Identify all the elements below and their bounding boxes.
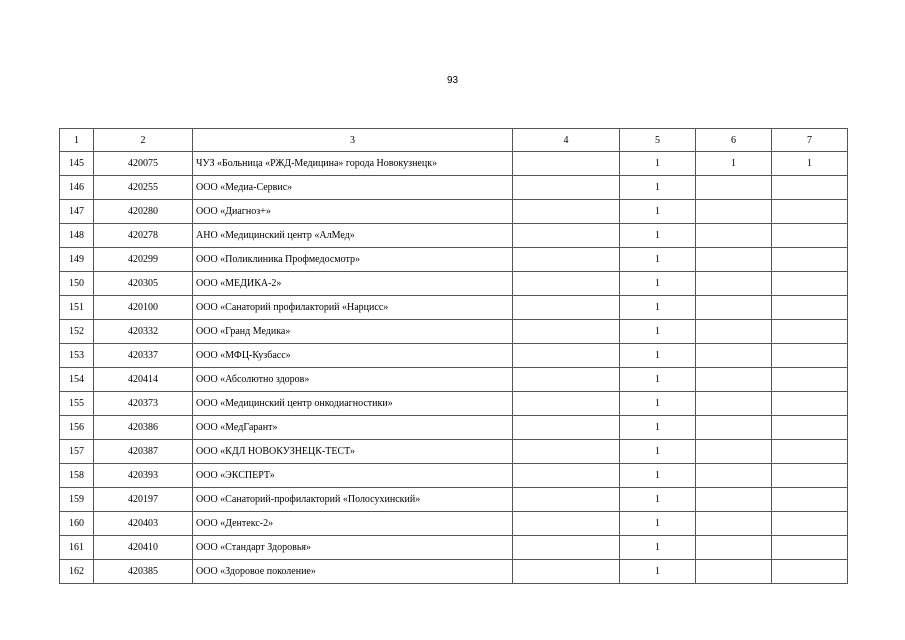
row-number-cell: 147 <box>60 200 94 224</box>
column-4-cell <box>513 512 620 536</box>
organization-name-cell: ООО «МЕДИКА-2» <box>193 272 513 296</box>
header-cell-4: 4 <box>513 129 620 152</box>
column-5-cell: 1 <box>620 344 696 368</box>
header-cell-2: 2 <box>94 129 193 152</box>
column-7-cell <box>772 224 848 248</box>
column-7-cell <box>772 416 848 440</box>
organization-name-cell: ООО «Дентекс-2» <box>193 512 513 536</box>
code-cell: 420337 <box>94 344 193 368</box>
column-4-cell <box>513 440 620 464</box>
row-number-cell: 159 <box>60 488 94 512</box>
organization-name-cell: ООО «Поликлиника Профмедосмотр» <box>193 248 513 272</box>
column-7-cell <box>772 272 848 296</box>
column-4-cell <box>513 248 620 272</box>
code-cell: 420403 <box>94 512 193 536</box>
code-cell: 420280 <box>94 200 193 224</box>
organization-name-cell: ООО «Медицинский центр онкодиагностики» <box>193 392 513 416</box>
organization-name-cell: ООО «Гранд Медика» <box>193 320 513 344</box>
table-row <box>60 368 848 392</box>
column-5-cell: 1 <box>620 320 696 344</box>
organization-name-cell: ООО «МФЦ-Кузбасс» <box>193 344 513 368</box>
organization-name-cell: ООО «Медиа-Сервис» <box>193 176 513 200</box>
column-5-cell: 1 <box>620 440 696 464</box>
column-6-cell <box>696 200 772 224</box>
table-row <box>60 464 848 488</box>
column-6-cell <box>696 344 772 368</box>
table-row <box>60 272 848 296</box>
column-7-cell <box>772 392 848 416</box>
column-5-cell: 1 <box>620 512 696 536</box>
row-number-cell: 148 <box>60 224 94 248</box>
table-row <box>60 440 848 464</box>
column-7-cell <box>772 176 848 200</box>
row-number-cell: 145 <box>60 152 94 176</box>
column-5-cell: 1 <box>620 368 696 392</box>
organization-name-cell: АНО «Медицинский центр «АлМед» <box>193 224 513 248</box>
row-number-cell: 158 <box>60 464 94 488</box>
table-row <box>60 344 848 368</box>
column-6-cell <box>696 248 772 272</box>
column-5-cell: 1 <box>620 272 696 296</box>
code-cell: 420278 <box>94 224 193 248</box>
row-number-cell: 155 <box>60 392 94 416</box>
header-cell-1: 1 <box>60 129 94 152</box>
column-7-cell <box>772 344 848 368</box>
column-6-cell <box>696 416 772 440</box>
table-row <box>60 176 848 200</box>
column-4-cell <box>513 416 620 440</box>
column-4-cell <box>513 296 620 320</box>
table-row <box>60 488 848 512</box>
column-5-cell: 1 <box>620 392 696 416</box>
table-row <box>60 560 848 584</box>
code-cell: 420075 <box>94 152 193 176</box>
table-row <box>60 512 848 536</box>
column-4-cell <box>513 200 620 224</box>
column-5-cell: 1 <box>620 152 696 176</box>
column-6-cell <box>696 224 772 248</box>
table-row <box>60 296 848 320</box>
organization-name-cell: ООО «Абсолютно здоров» <box>193 368 513 392</box>
row-number-cell: 162 <box>60 560 94 584</box>
column-7-cell <box>772 296 848 320</box>
column-6-cell <box>696 320 772 344</box>
table-row <box>60 536 848 560</box>
column-7-cell <box>772 200 848 224</box>
registry-table <box>59 128 848 584</box>
column-5-cell: 1 <box>620 176 696 200</box>
column-5-cell: 1 <box>620 416 696 440</box>
row-number-cell: 156 <box>60 416 94 440</box>
organization-name-cell: ООО «ЭКСПЕРТ» <box>193 464 513 488</box>
column-7-cell <box>772 536 848 560</box>
row-number-cell: 157 <box>60 440 94 464</box>
column-7-cell <box>772 320 848 344</box>
row-number-cell: 149 <box>60 248 94 272</box>
row-number-cell: 160 <box>60 512 94 536</box>
column-4-cell <box>513 464 620 488</box>
column-7-cell <box>772 488 848 512</box>
table-row <box>60 416 848 440</box>
column-6-cell <box>696 512 772 536</box>
row-number-cell: 150 <box>60 272 94 296</box>
header-cell-7: 7 <box>772 129 848 152</box>
column-6-cell: 1 <box>696 152 772 176</box>
column-6-cell <box>696 488 772 512</box>
column-5-cell: 1 <box>620 488 696 512</box>
table-row <box>60 320 848 344</box>
column-5-cell: 1 <box>620 224 696 248</box>
organization-name-cell: ООО «Санаторий-профилакторий «Полосухинский» <box>193 488 513 512</box>
column-5-cell: 1 <box>620 464 696 488</box>
organization-name-cell: ООО «Санаторий профилакторий «Нарцисс» <box>193 296 513 320</box>
page-number: 93 <box>446 75 459 86</box>
organization-name-cell: ООО «Здоровое поколение» <box>193 560 513 584</box>
column-6-cell <box>696 368 772 392</box>
code-cell: 420299 <box>94 248 193 272</box>
column-7-cell <box>772 248 848 272</box>
column-7-cell <box>772 368 848 392</box>
code-cell: 420414 <box>94 368 193 392</box>
table-row <box>60 152 848 176</box>
column-5-cell: 1 <box>620 536 696 560</box>
code-cell: 420393 <box>94 464 193 488</box>
table-row <box>60 248 848 272</box>
code-cell: 420305 <box>94 272 193 296</box>
organization-name-cell: ЧУЗ «Больница «РЖД-Медицина» города Новокузнецк» <box>193 152 513 176</box>
organization-name-cell: ООО «КДЛ НОВОКУЗНЕЦК-ТЕСТ» <box>193 440 513 464</box>
column-4-cell <box>513 176 620 200</box>
column-4-cell <box>513 560 620 584</box>
code-cell: 420255 <box>94 176 193 200</box>
column-5-cell: 1 <box>620 296 696 320</box>
table-row <box>60 200 848 224</box>
column-7-cell: 1 <box>772 152 848 176</box>
column-6-cell <box>696 440 772 464</box>
header-row <box>60 129 848 152</box>
row-number-cell: 152 <box>60 320 94 344</box>
column-4-cell <box>513 536 620 560</box>
table-body <box>60 129 848 584</box>
code-cell: 420385 <box>94 560 193 584</box>
column-7-cell <box>772 560 848 584</box>
column-5-cell: 1 <box>620 200 696 224</box>
header-cell-3: 3 <box>193 129 513 152</box>
column-7-cell <box>772 512 848 536</box>
column-5-cell: 1 <box>620 248 696 272</box>
column-6-cell <box>696 560 772 584</box>
organization-name-cell: ООО «Диагноз+» <box>193 200 513 224</box>
code-cell: 420386 <box>94 416 193 440</box>
row-number-cell: 146 <box>60 176 94 200</box>
code-cell: 420100 <box>94 296 193 320</box>
row-number-cell: 153 <box>60 344 94 368</box>
column-7-cell <box>772 440 848 464</box>
row-number-cell: 151 <box>60 296 94 320</box>
column-4-cell <box>513 344 620 368</box>
column-6-cell <box>696 464 772 488</box>
code-cell: 420410 <box>94 536 193 560</box>
column-4-cell <box>513 488 620 512</box>
column-6-cell <box>696 392 772 416</box>
code-cell: 420373 <box>94 392 193 416</box>
column-6-cell <box>696 536 772 560</box>
row-number-cell: 161 <box>60 536 94 560</box>
column-6-cell <box>696 176 772 200</box>
header-cell-5: 5 <box>620 129 696 152</box>
column-6-cell <box>696 296 772 320</box>
column-4-cell <box>513 152 620 176</box>
column-4-cell <box>513 392 620 416</box>
column-5-cell: 1 <box>620 560 696 584</box>
column-4-cell <box>513 368 620 392</box>
column-4-cell <box>513 320 620 344</box>
organization-name-cell: ООО «МедГарант» <box>193 416 513 440</box>
column-6-cell <box>696 272 772 296</box>
code-cell: 420387 <box>94 440 193 464</box>
column-4-cell <box>513 224 620 248</box>
header-cell-6: 6 <box>696 129 772 152</box>
table-row <box>60 392 848 416</box>
code-cell: 420197 <box>94 488 193 512</box>
column-7-cell <box>772 464 848 488</box>
column-4-cell <box>513 272 620 296</box>
table-row <box>60 224 848 248</box>
row-number-cell: 154 <box>60 368 94 392</box>
code-cell: 420332 <box>94 320 193 344</box>
organization-name-cell: ООО «Стандарт Здоровья» <box>193 536 513 560</box>
